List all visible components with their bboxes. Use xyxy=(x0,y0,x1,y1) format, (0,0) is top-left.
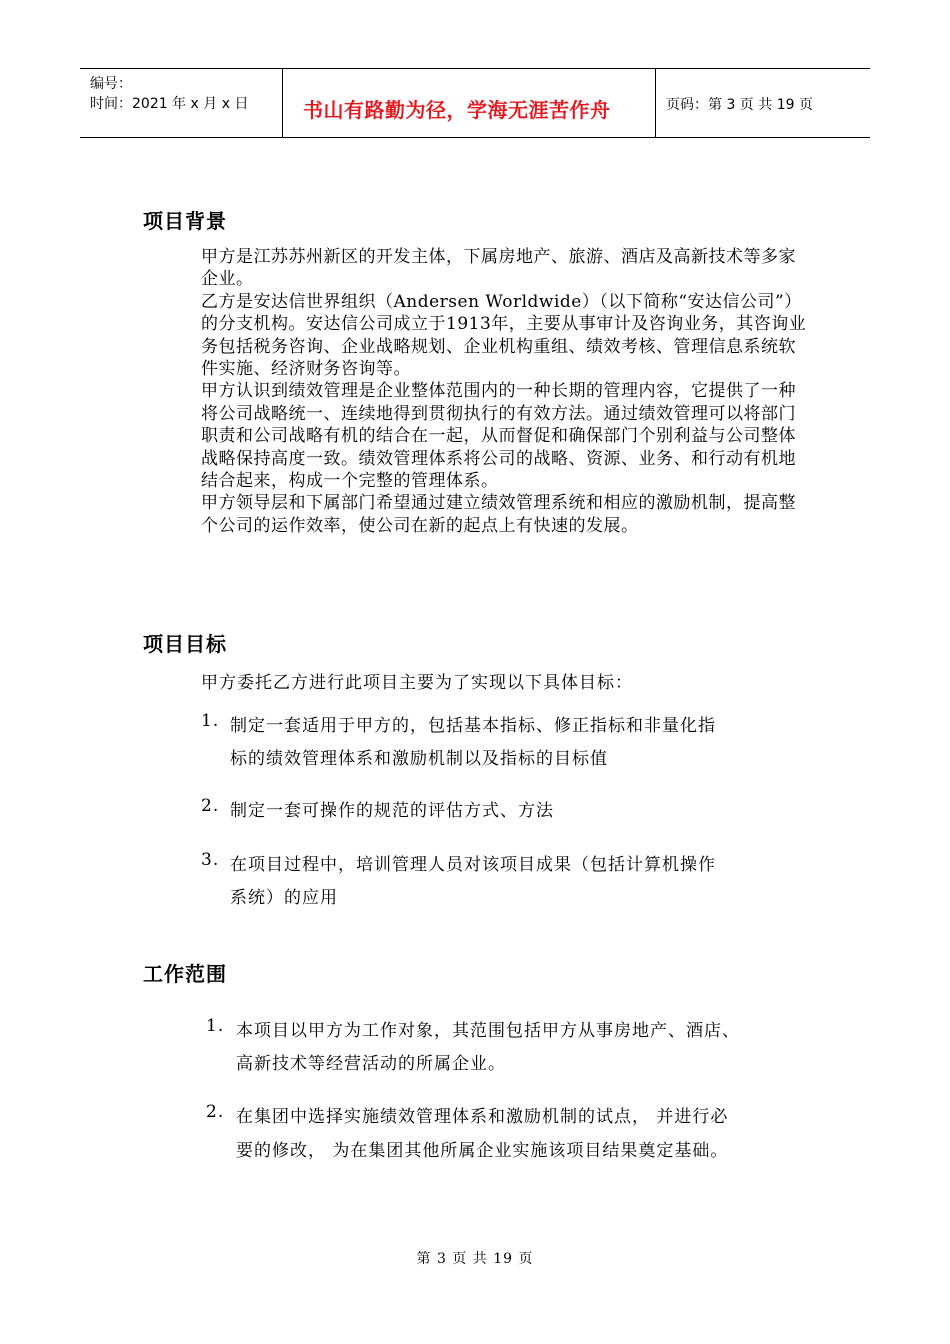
header-page-info: 页码：第 3 页 共 19 页 xyxy=(666,97,813,113)
scope-item-1-line2: 高新技术等经营活动的所属企业。 xyxy=(236,1054,506,1074)
page-header xyxy=(80,68,870,138)
page-footer: 第 3 页 共 19 页 xyxy=(416,1251,534,1267)
header-page-cell xyxy=(656,69,870,137)
scope-item-2-number: 2. xyxy=(206,1102,225,1122)
objective-item-2-number: 2. xyxy=(201,796,220,816)
background-paragraph: 甲方认识到绩效管理是企业整体范围内的一种长期的管理内容，它提供了一种将公司战略统一、连续地得到贯彻执行的有效方法。通过绩效管理可以将部门职责和公司战略有机的结合在一起，从而督促和确保部门个别利益与公司整体战略保持高度一致。绩效管理体系将公司的战略、资源、业务、和行动有机地结合起来，构成一个完整的管理体系。 xyxy=(201,381,796,492)
objective-item-2-line1: 制定一套可操作的规范的评估方式、方法 xyxy=(230,801,554,821)
objectives-intro: 甲方委托乙方进行此项目主要为了实现以下具体目标： xyxy=(201,673,633,693)
section-title-background: 项目背景 xyxy=(143,209,227,233)
header-motto: 书山有路勤为径，学海无涯苦作舟 xyxy=(303,98,611,122)
document-number-label: 编号： xyxy=(90,76,132,92)
objective-item-3-line2: 系统）的应用 xyxy=(230,888,338,908)
objective-item-3-number: 3. xyxy=(201,850,220,870)
header-meta-cell xyxy=(80,69,283,137)
background-body xyxy=(201,246,811,537)
scope-item-1-line1: 本项目以甲方为工作对象，其范围包括甲方从事房地产、酒店、 xyxy=(236,1021,740,1041)
header-motto-cell xyxy=(283,69,656,137)
objective-item-1-number: 1. xyxy=(201,711,220,731)
objective-item-1-line1: 制定一套适用于甲方的，包括基本指标、修正指标和非量化指 xyxy=(230,716,716,736)
objective-item-3-line1: 在项目过程中，培训管理人员对该项目成果（包括计算机操作 xyxy=(230,855,716,875)
scope-item-1-number: 1. xyxy=(206,1016,225,1036)
scope-item-2-line2: 要的修改， 为在集团其他所属企业实施该项目结果奠定基础。 xyxy=(236,1141,729,1161)
objective-item-1-line2: 标的绩效管理体系和激励机制以及指标的目标值 xyxy=(230,749,608,769)
background-paragraph: 乙方是安达信世界组织（Andersen Worldwide）（以下简称“安达信公司”） 的分支机构。安达信公司成立于1913年，主要从事审计及咨询业务，其咨询业务包括税务咨询、企业战略规划、企业机构重组、绩效考核、管理信息系统软件实施、经济财务咨询等。 xyxy=(201,291,807,380)
section-title-scope: 工作范围 xyxy=(143,962,227,986)
background-paragraph: 甲方是江苏苏州新区的开发主体，下属房地产、旅游、酒店及高新技术等多家企业。 xyxy=(201,247,796,290)
scope-item-2-line1: 在集团中选择实施绩效管理体系和激励机制的试点， 并进行必 xyxy=(236,1107,729,1127)
background-paragraph: 甲方领导层和下属部门希望通过建立绩效管理系统和相应的激励机制，提高整个公司的运作效率，使公司在新的起点上有快速的发展。 xyxy=(201,493,796,536)
document-date: 时间：2021 年 x 月 x 日 xyxy=(90,96,249,112)
section-title-objectives: 项目目标 xyxy=(143,632,227,656)
